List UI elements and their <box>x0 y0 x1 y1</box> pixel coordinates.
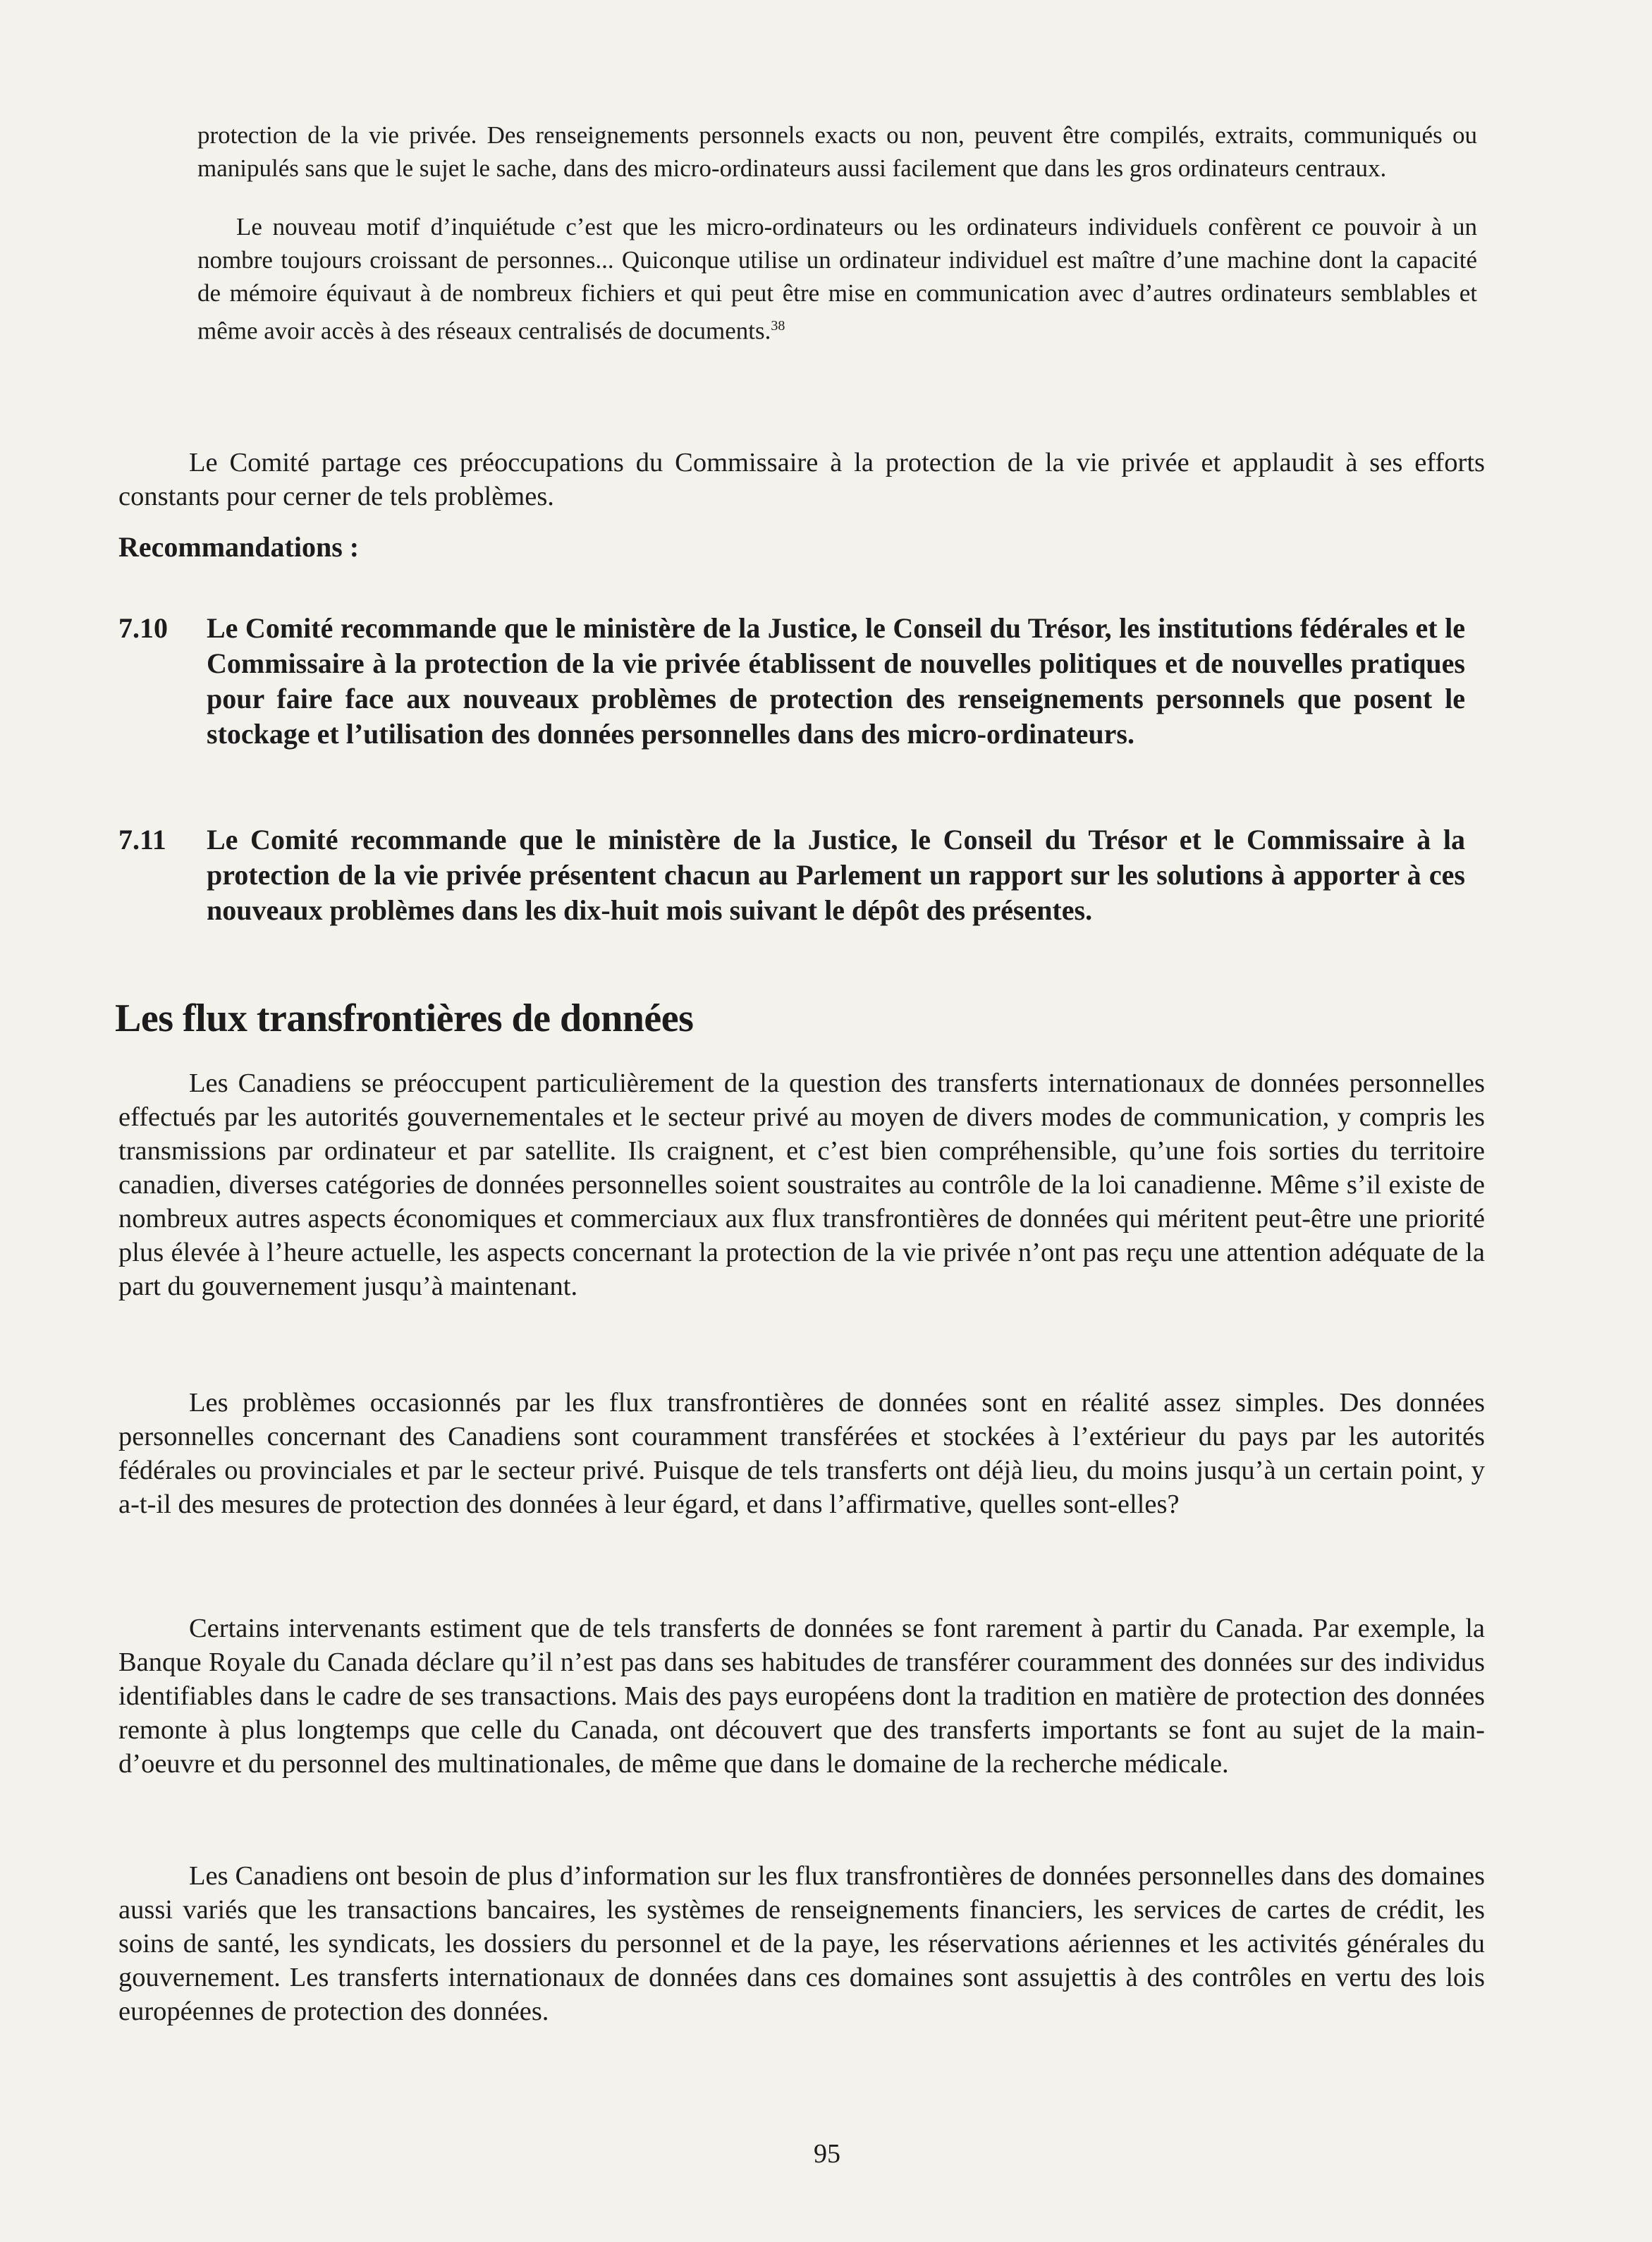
recommendation-7-10 <box>118 611 1465 752</box>
quote-paragraph-1: protection de la vie privée. Des renseignements personnels exacts ou non, peuvent être compilés, extraits, communiqués ou manipulés sans que le sujet le sache, dans des micro-ordinateurs aussi facilement que dans les gros ordinateurs centraux. <box>197 121 1477 182</box>
footnote-reference: 38 <box>771 318 785 334</box>
quote-paragraph-2 <box>197 210 1477 348</box>
recommendations-heading: Recommandations : <box>118 531 360 563</box>
section-paragraph: Les Canadiens se préoccupent particulièrement de la question des transferts internationaux de données personnelles effectués par les autorités gouvernementales et le secteur privé au moyen de divers modes de communication, y compris les transmissions par ordinateur et par satellite. Ils craignent, et c’est bien compréhensible, qu’une fois sorties du territoire canadien, diverses catégories de données personnelles soient soustraites au contrôle de la loi canadienne. Même s’il existe de nombreux autres aspects économiques et commerciaux aux flux transfrontières de données qui méritent peut-être une priorité plus élevée à l’heure actuelle, les aspects concernant la protection de la vie privée n’ont pas reçu une attention adéquate de la part du gouvernement jusqu’à maintenant. <box>118 1068 1485 1301</box>
recommendation-number: 7.10 <box>118 612 168 644</box>
section-title: Les flux transfrontières de données <box>115 997 694 1040</box>
recommendation-7-11 <box>118 822 1465 928</box>
recommendation-text: Le Comité recommande que le ministère de la Justice, le Conseil du Trésor, les institutions fédérales et le Commissaire à la protection de la vie privée établissent de nouvelles politiques et de nouvelles pratiques pour faire face aux nouveaux problèmes de protection des renseignements personnels que posent le stockage et l’utilisation des données personnelles dans des micro-ordinateurs. <box>207 612 1465 750</box>
block-quote <box>197 118 1477 348</box>
section-paragraph: Les problèmes occasionnés par les flux transfrontières de données sont en réalité assez simples. Des données personnelles concernant des Canadiens sont couramment transférées et stockées à l’extérieur du pays par les autorités fédérales ou provinciales et par le secteur privé. Puisque de tels transferts ont déjà lieu, du moins jusqu’à un certain point, y a-t-il des mesures de protection des données à leur égard, et dans l’affirmative, quelles sont-elles? <box>118 1388 1485 1519</box>
recommendation-text: Le Comité recommande que le ministère de la Justice, le Conseil du Trésor et le Commissaire à la protection de la vie privée présentent chacun au Parlement un rapport sur les solutions à apporter à ces nouveaux problèmes dans les dix-huit mois suivant le dépôt des présentes. <box>207 824 1465 926</box>
section-paragraph: Les Canadiens ont besoin de plus d’information sur les flux transfrontières de données personnelles dans des domaines aussi variés que les transactions bancaires, les systèmes de renseignements financiers, les services de cartes de crédit, les soins de santé, les syndicats, les dossiers du personnel et de la paye, les réservations aériennes et les activités générales du gouvernement. Les transferts internationaux de données dans ces domaines sont assujettis à des contrôles en vertu des lois européennes de protection des données. <box>118 1861 1485 2026</box>
section-paragraph: Certains intervenants estiment que de tels transferts de données se font rarement à partir du Canada. Par exemple, la Banque Royale du Canada déclare qu’il n’est pas dans ses habitudes de transférer couramment des données sur des individus identifiables dans le cadre de ses transactions. Mais des pays européens dont la tradition en matière de protection des données remonte à plus longtemps que celle du Canada, ont découvert que des transferts importants se font au sujet de la main-d’oeuvre et du personnel des multinationales, de même que dans le domaine de la recherche médicale. <box>118 1614 1485 1779</box>
comite-paragraph: Le Comité partage ces préoccupations du Commissaire à la protection de la vie privée et applaudit à ses efforts constants pour cerner de tels problèmes. <box>118 448 1485 511</box>
recommendation-number: 7.11 <box>118 824 166 855</box>
quote-paragraph-2-text: Le nouveau motif d’inquiétude c’est que les micro-ordinateurs ou les ordinateurs individuels confèrent ce pouvoir à un nombre toujours croissant de personnes... Quiconque utilise un ordinateur individuel est maître d’une machine dont la capacité de mémoire équivaut à de nombreux fichiers et qui peut être mise en communication avec d’autres ordinateurs semblables et même avoir accès à des réseaux centralisés de documents. <box>197 213 1477 345</box>
page-number: 95 <box>814 2139 840 2169</box>
